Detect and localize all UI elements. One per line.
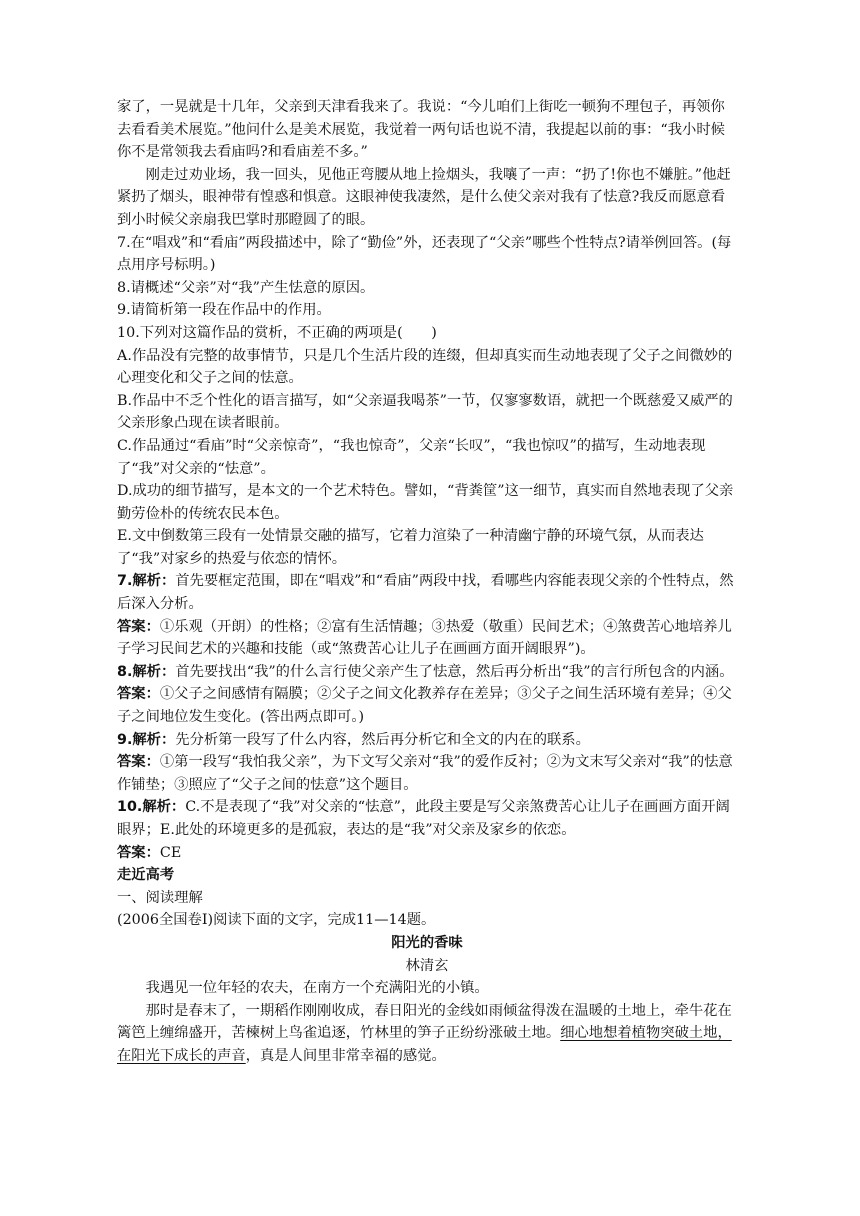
- analysis-label: 8.解析：: [117, 663, 176, 680]
- question-8: 8.请概述“父亲”对“我”产生怯意的原因。: [117, 279, 375, 296]
- article-text: ，真是人间里非常幸福的感觉。: [245, 1047, 446, 1064]
- analysis-label: 10.解析：: [117, 799, 186, 816]
- underlined-sentence: 细心地想着植物突破土地，在阳光下成长的声音: [117, 1025, 732, 1064]
- analysis-text: 首先要框定范围，即在“唱戏”和“看庙”两段中找，看哪些内容能表现父亲的个性特点，然后深入分析。: [117, 573, 734, 613]
- answer-10: [117, 842, 737, 865]
- answer-9: [117, 751, 737, 796]
- passage-paragraph: 家了，一晃就是十几年，父亲到天津看我来了。我说：“今儿咱们上街吃一顿狗不理包子，再领你去看看美术展览。”他问什么是美术展览，我觉着一两句话也说不清，我提起以前的事：“我小时候你不是常领我去看庙吗?和看庙差不多。”: [117, 99, 725, 161]
- section-intro: (2006全国卷Ⅰ)阅读下面的文字，完成11—14题。: [117, 912, 436, 929]
- article-author: 林清玄: [405, 957, 449, 974]
- option-c: C.作品通过“看庙”时“父亲惊奇”，“我也惊奇”，父亲“长叹”，“我也惊叹”的描写，生动地表现了“我”对父亲的“怯意”。: [117, 437, 706, 477]
- question-7: 7.在“唱戏”和“看庙”两段描述中，除了“勤俭”外，还表现了“父亲”哪些个性特点?请举例回答。(每点用序号标明。): [117, 234, 732, 274]
- section-heading: 走近高考: [117, 867, 175, 884]
- option-b: B.作品中不乏个性化的语言描写，如“父亲逼我喝茶”一节，仅寥寥数语，就把一个既慈爱又威严的父亲形象凸现在读者眼前。: [117, 392, 733, 432]
- answer-label: 答案：: [117, 618, 160, 635]
- answer-text: ①第一段写“我怕我父亲”，为下文写父亲对“我”的爱作反衬；②为文末写父亲对“我”的怯意作铺垫；③照应了“父子之间的怯意”这个题目。: [117, 754, 733, 793]
- question-10: 10.下列对这篇作品的赏析，不正确的两项是( ): [117, 324, 437, 341]
- question-9: 9.请简析第一段在作品中的作用。: [117, 302, 331, 319]
- analysis-text: C.不是表现了“我”对父亲的“怯意”，此段主要是写父亲煞费苦心让儿子在画画方面开阔眼界；E.此处的环境更多的是孤寂，表达的是“我”对父亲及家乡的依恋。: [117, 799, 730, 838]
- article-text: 那时是春末了，一期稻作刚刚收成，春日阳光的金线如雨倾盆得泼在温暖的土地上，牵牛花在篱笆上缠绵盛开，苦楝树上鸟雀追逐，竹林里的笋子正纷纷涨破土地。: [117, 1002, 732, 1042]
- analysis-label: 9.解析：: [117, 731, 176, 748]
- section-subheading: 一、阅读理解: [117, 889, 203, 906]
- answer-text: ①乐观（开朗）的性格；②富有生活情趣；③热爱（敬重）民间艺术；④煞费苦心地培养儿子学习民间艺术的兴趣和技能（或“煞费苦心让儿子在画画方面开阔眼界”)。: [117, 618, 732, 658]
- analysis-10: [117, 796, 737, 841]
- analysis-label: 7.解析：: [117, 573, 176, 590]
- analysis-text: 先分析第一段写了什么内容，然后再分析它和全文的内在的联系。: [175, 731, 590, 748]
- answer-7: [117, 616, 737, 661]
- passage-paragraph: 刚走过劝业场，我一回头，见他正弯腰从地上捡烟头，我嚷了一声：“扔了!你也不嫌脏。”他赶紧扔了烟头，眼神带有惶惑和惧意。这眼神使我凄然，是什么使父亲对我有了怯意?我反而愿意看到小时候父亲扇我巴掌时那瞪圆了的眼。: [117, 166, 731, 228]
- answer-8: [117, 683, 737, 728]
- option-d: D.成功的细节描写，是本文的一个艺术特色。譬如，“背粪筐”这一细节，真实而自然地表现了父亲勤劳俭朴的传统农民本色。: [117, 483, 734, 522]
- option-e: E.文中倒数第三段有一处情景交融的描写，它着力渲染了一种清幽宁静的环境气氛，从而表达了“我”对家乡的热爱与依恋的情怀。: [117, 528, 704, 567]
- analysis-9: [117, 729, 737, 752]
- article-title: 阳光的香味: [391, 934, 463, 951]
- analysis-7: [117, 570, 737, 615]
- answer-label: 答案：: [117, 754, 160, 771]
- answer-label: 答案：: [117, 844, 160, 861]
- answer-text: ①父子之间感情有隔膜；②父子之间文化教养存在差异；③父子之间生活环境有差异；④父子之间地位发生变化。(答出两点即可。): [117, 686, 732, 726]
- answer-text: CE: [159, 844, 182, 861]
- answer-label: 答案：: [117, 686, 160, 703]
- article-paragraph: 我遇见一位年轻的农夫，在南方一个充满阳光的小镇。: [145, 980, 489, 997]
- analysis-8: [117, 661, 737, 684]
- article-paragraph: [117, 1000, 737, 1068]
- analysis-text: 首先要找出“我”的什么言行使父亲产生了怯意，然后再分析出“我”的言行所包含的内涵。: [175, 663, 734, 680]
- document-page: [117, 96, 737, 1068]
- option-a: A.作品没有完整的故事情节，只是几个生活片段的连缀，但却真实而生动地表现了父子之间微妙的心理变化和父子之间的怯意。: [117, 347, 733, 387]
